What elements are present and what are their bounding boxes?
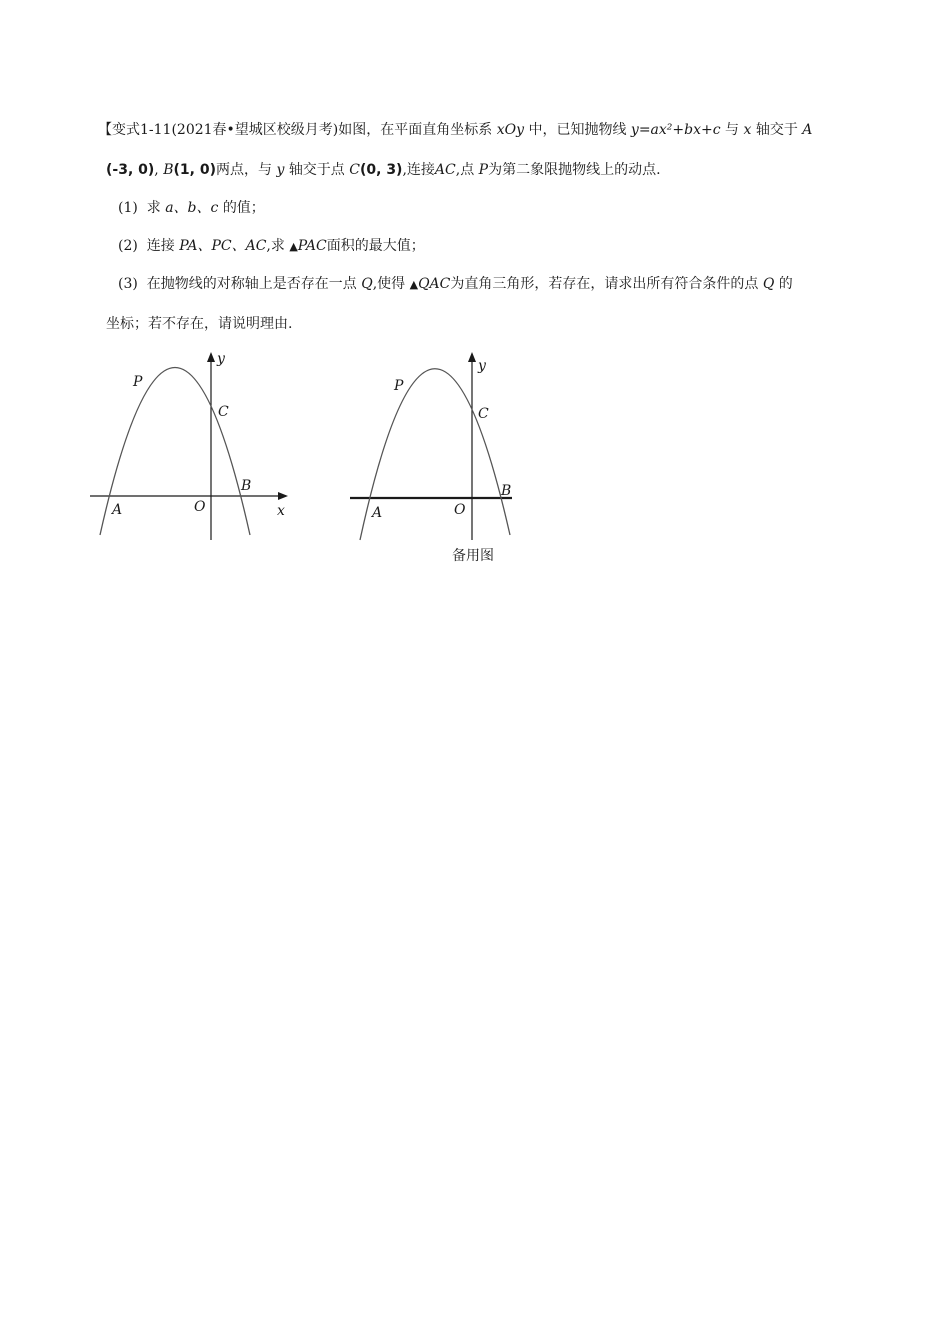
problem-line2-f: 为第二象限抛物线上的动点. [488, 162, 661, 178]
point-p-label: P [478, 162, 489, 178]
question-3 [118, 274, 793, 295]
label-c: C [478, 406, 489, 422]
problem-line-1 [98, 120, 812, 140]
parabola-figure-main [90, 350, 295, 545]
problem-line2-e: ,点 [455, 162, 475, 178]
problem-line2-c: 轴交于点 [288, 162, 345, 178]
problem-line-2 [106, 160, 661, 180]
point-b-coords: (1, 0) [173, 162, 216, 178]
parabola-figure-spare [348, 350, 518, 545]
x-axis-arrow-icon [278, 492, 288, 500]
point-q-label: Q [762, 276, 775, 292]
question-3-continuation [106, 314, 292, 334]
problem-tag: 【变式1-11(2021春•望城区校级月考) [98, 122, 339, 138]
triangle-name: QAC [418, 276, 451, 292]
parabola-curve [100, 368, 250, 536]
problem-intro-a: 如图，在平面直角坐标系 [338, 122, 493, 138]
figure-caption: 备用图 [452, 548, 494, 564]
y-axis-arrow-icon [207, 352, 215, 362]
point-b-label: B [163, 162, 174, 178]
label-o: O [194, 499, 206, 515]
point-c-coords: (0, 3) [359, 162, 403, 178]
point-q-label: Q [361, 276, 373, 292]
question-number: (3) [118, 276, 138, 292]
y-axis-arrow-icon [468, 352, 476, 362]
parabola-curve [360, 369, 510, 540]
problem-intro-c: 与 [725, 122, 740, 138]
triangle-name: PAC [297, 238, 327, 254]
question-number: (2) [118, 238, 138, 254]
point-c-label: C [349, 162, 360, 178]
question-text: 求 [146, 200, 161, 216]
label-x: x [277, 503, 285, 519]
question-text: 在抛物线的对称轴上是否存在一点 [146, 276, 357, 292]
question-text: 的值； [222, 200, 265, 216]
problem-intro-d: 轴交于 [755, 122, 798, 138]
label-b: B [501, 483, 512, 499]
question-text: 连接 [146, 238, 175, 254]
x-variable: x [743, 122, 752, 138]
triangle-symbol: ▲ [289, 240, 298, 253]
label-p: P [394, 378, 404, 394]
separator: , [154, 162, 159, 178]
label-b: B [241, 478, 252, 494]
question-text: ,求 [266, 238, 285, 254]
segment-ac: AC [434, 162, 456, 178]
label-y: y [217, 351, 225, 367]
problem-line2-d: ,连接 [402, 162, 435, 178]
question-1 [118, 198, 265, 218]
question-text: ,使得 [372, 276, 406, 292]
question-text: 面积的最大值； [326, 238, 425, 254]
label-a: A [372, 505, 383, 521]
point-a-label: A [802, 122, 813, 138]
coord-system: xOy [496, 122, 525, 138]
label-a: A [112, 502, 123, 518]
question-number: (1) [118, 200, 138, 216]
point-a-coords: (-3, 0) [106, 162, 155, 178]
label-y: y [478, 358, 486, 374]
question-vars: a、b、c [165, 200, 219, 216]
label-o: O [454, 502, 466, 518]
question-text: 坐标；若不存在，请说明理由. [106, 316, 293, 332]
triangle-symbol: ▲ [409, 278, 419, 291]
label-p: P [133, 374, 143, 390]
question-text: 的 [778, 276, 793, 292]
problem-intro-b: 中，已知抛物线 [528, 122, 627, 138]
parabola-equation: y=ax²+bx+c [630, 122, 721, 138]
problem-line2-b: 两点，与 [215, 162, 272, 178]
label-c: C [218, 404, 229, 420]
question-text: 为直角三角形，若存在，请求出所有符合条件的点 [450, 276, 759, 292]
question-2 [118, 236, 425, 257]
y-variable: y [276, 162, 285, 178]
question-vars: PA、PC、AC [179, 238, 267, 254]
